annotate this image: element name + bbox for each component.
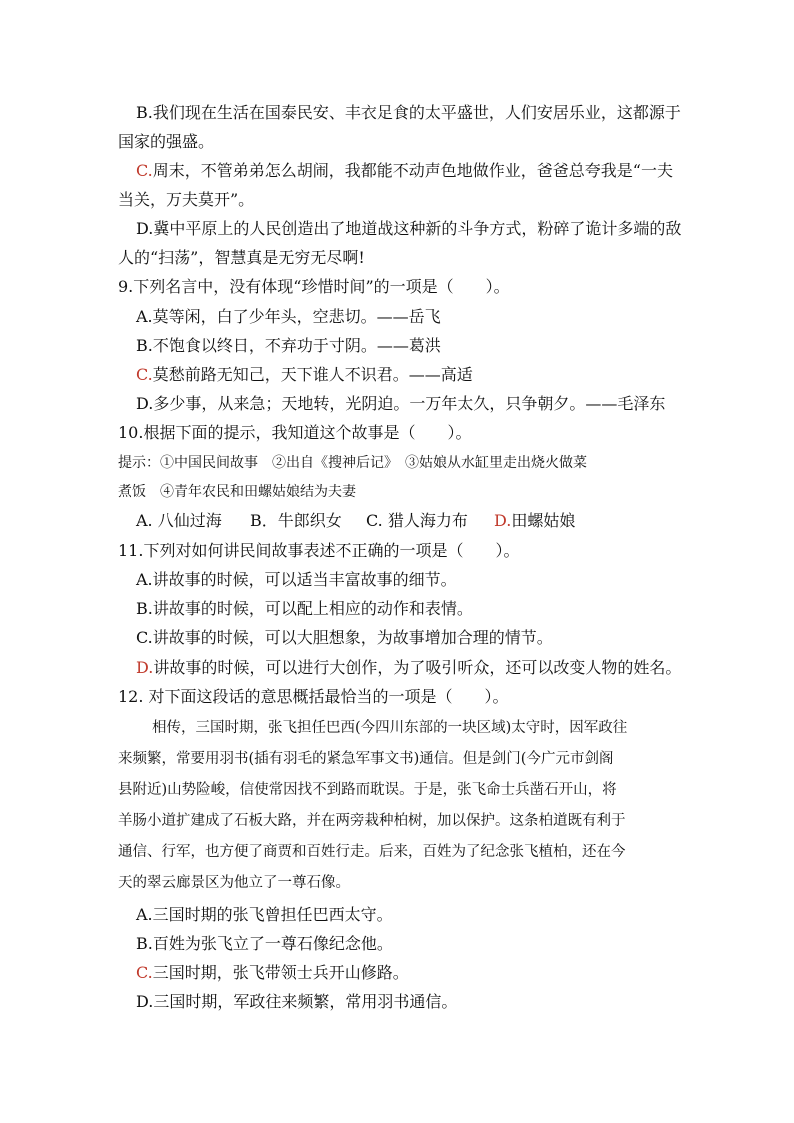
prev-option-d-line1: D.冀中平原上的人民创造出了地道战这种新的斗争方式，粉碎了诡计多端的敌 — [136, 219, 682, 238]
option-letter: B. — [136, 103, 153, 122]
question-12-passage-line: 县附近)山势险峻，信使常因找不到路而耽误。于是，张飞命士兵凿石开山，将 — [118, 782, 617, 798]
question-12-passage-line: 天的翠云廊景区为他立了一尊石像。 — [118, 875, 350, 891]
question-12-option-a: A.三国时期的张飞曾担任巴西太守。 — [136, 905, 393, 924]
question-11-option-b: B.讲故事的时候，可以配上相应的动作和表情。 — [136, 599, 473, 618]
prev-option-d-line2: 人的“扫荡”，智慧真是无穷无尽啊! — [118, 248, 365, 267]
question-9-option-a: A.莫等闲，白了少年头，空悲切。——岳飞 — [136, 307, 441, 326]
question-10-stem: 10.根据下面的提示，我知道这个故事是（ ）。 — [118, 423, 472, 442]
option-letter: D. — [136, 219, 154, 238]
question-10-option-c: C. 猎人海力布 — [366, 511, 468, 530]
option-letter-marked: C. — [136, 161, 153, 180]
question-11-option-c: C.讲故事的时候，可以大胆想象，为故事增加合理的情节。 — [136, 628, 553, 647]
question-12-stem: 12. 对下面这段话的意思概括最恰当的一项是（ ）。 — [118, 687, 509, 706]
option-letter-marked: D. — [494, 511, 512, 530]
question-11-option-a: A.讲故事的时候，可以适当丰富故事的细节。 — [136, 570, 457, 589]
question-10-option-b: B．牛郎织女 — [250, 511, 342, 530]
question-9-option-b: B.不饱食以终日，不弃功于寸阴。——葛洪 — [136, 336, 441, 355]
option-letter-marked: D. — [136, 658, 154, 677]
question-12-passage-line: 羊肠小道扩建成了石板大路，并在两旁栽种柏树，加以保护。这条柏道既有利于 — [118, 813, 626, 829]
question-12-passage-line: 来频繁，常要用羽书(插有羽毛的紧急军事文书)通信。但是剑门(今广元市剑阁 — [118, 751, 614, 767]
prev-option-c-line2: 当关，万夫莫开”。 — [118, 190, 255, 209]
question-10-option-d: D.田螺姑娘 — [494, 511, 576, 530]
question-12-passage-line: 通信、行军，也方便了商贾和百姓行走。后来，百姓为了纪念张飞植柏，还在今 — [118, 844, 626, 860]
question-10-hint-line1: 提示：①中国民间故事 ②出自《搜神后记》 ③姑娘从水缸里走出烧火做菜 — [118, 455, 587, 471]
prev-option-b-line1: B.我们现在生活在国泰民安、丰衣足食的太平盛世，人们安居乐业，这都源于 — [136, 103, 681, 122]
question-12-option-c: C.三国时期，张飞带领士兵开山修路。 — [136, 963, 409, 982]
question-12-passage-line: 相传，三国时期，张飞担任巴西(今四川东部的一块区域)太守时，因军政往 — [152, 720, 628, 736]
question-10-hint-line2: 煮饭 ④青年农民和田螺姑娘结为夫妻 — [118, 484, 356, 500]
question-12-option-b: B.百姓为张飞立了一尊石像纪念他。 — [136, 934, 393, 953]
question-11-stem: 11.下列对如何讲民间故事表述不正确的一项是（ ）。 — [118, 541, 520, 560]
option-letter-marked: C. — [136, 365, 153, 384]
question-9-stem: 9.下列名言中，没有体现“珍惜时间”的一项是（ ）。 — [118, 277, 510, 296]
prev-option-c-line1: C.周末，不管弟弟怎么胡闹，我都能不动声色地做作业，爸爸总夸我是“一夫 — [136, 161, 673, 180]
prev-option-b-line2: 国家的强盛。 — [118, 132, 215, 151]
question-11-option-d: D.讲故事的时候，可以进行大创作，为了吸引听众，还可以改变人物的姓名。 — [136, 658, 682, 677]
question-9-option-c: C.莫愁前路无知己，天下谁人不识君。——高适 — [136, 365, 473, 384]
question-9-option-d: D.多少事，从来急；天地转，光阴迫。一万年太久，只争朝夕。——毛泽东 — [136, 394, 666, 413]
question-10-option-a: A. 八仙过海 — [136, 511, 222, 530]
option-letter-marked: C. — [136, 963, 153, 982]
question-12-option-d: D.三国时期，军政往来频繁，常用羽书通信。 — [136, 992, 458, 1011]
